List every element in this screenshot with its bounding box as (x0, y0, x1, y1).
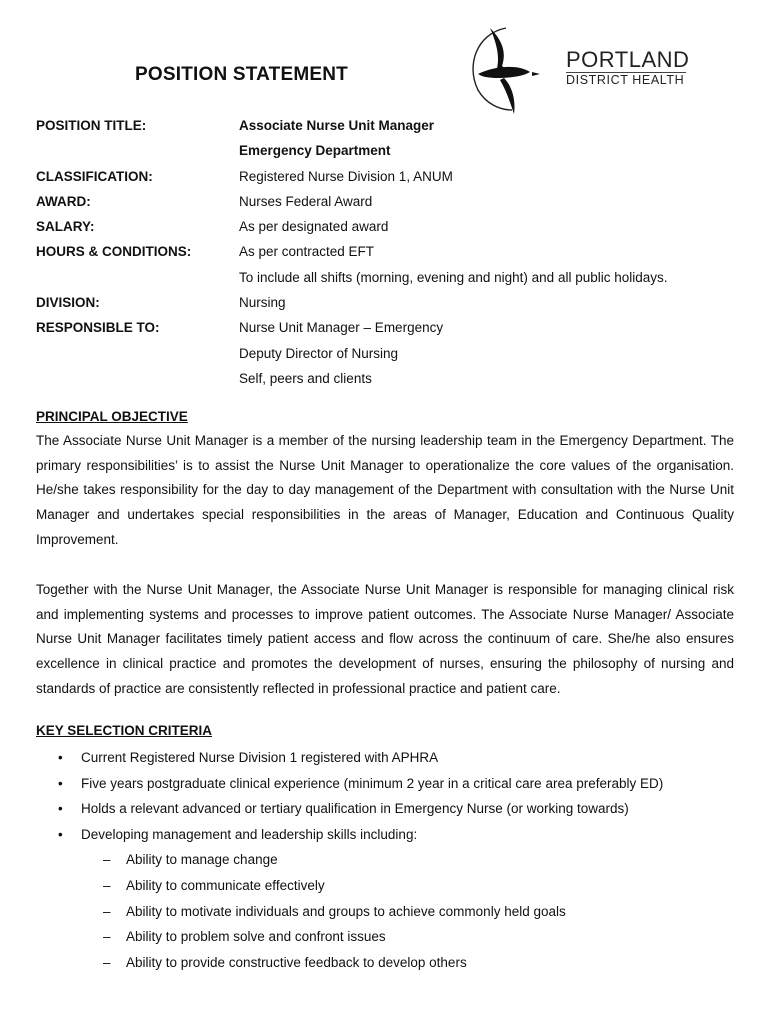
skill-text: Ability to provide constructive feedback to develop others (126, 954, 467, 970)
hours-value: As per contracted EFT (239, 244, 375, 260)
position-title-label: POSITION TITLE: (36, 118, 147, 133)
list-item (36, 771, 736, 797)
key-selection-criteria-heading: KEY SELECTION CRITERIA (36, 723, 213, 738)
principal-objective-paragraph-1: The Associate Nurse Unit Manager is a member of the nursing leadership team in the Emergency Department. The primary responsibilities’ is to assist the Nurse Unit Manager to operationalize the core values of the organisation. He/she takes responsibility for the day to day management of the Department with consultation with the Nurse Unit Manager and undertakes special responsibilities in the areas of Manager, Education and Continuous Quality Improvement. (36, 433, 734, 547)
sub-list-item (81, 950, 736, 976)
dash-icon: – (103, 877, 111, 893)
principal-objective-heading: PRINCIPAL OBJECTIVE (36, 409, 188, 424)
hours-conditions-value: To include all shifts (morning, evening and night) and all public holidays. (239, 269, 668, 285)
classification-value: Registered Nurse Division 1, ANUM (239, 168, 453, 184)
criteria-text: Developing management and leadership skills including: (81, 826, 418, 842)
skill-text: Ability to manage change (126, 852, 278, 868)
criteria-text: Holds a relevant advanced or tertiary qualification in Emergency Nurse (or working towards) (81, 801, 629, 817)
salary-value: As per designated award (239, 219, 389, 235)
sub-list-item (81, 873, 736, 899)
logo-name-line1: PORTLAND (566, 47, 690, 72)
principal-objective-paragraph-2: Together with the Nurse Unit Manager, the Associate Nurse Unit Manager is responsible for managing clinical risk and implementing systems and processes to improve patient outcomes. The Associate Nurse Manager/ Associate Nurse Unit Manager facilitates timely patient access and flow across the continuum of care. She/he also ensures excellence in clinical practice and promotes the development of nurses, ensuring the philosophy of nursing and standards of practice are consistently reflected in professional practice and patient care. (36, 582, 734, 696)
position-title-row (36, 113, 736, 164)
sub-list-item (81, 924, 736, 950)
list-item (36, 822, 736, 976)
responsible-label: RESPONSIBLE TO: (36, 320, 160, 336)
hours-row (36, 239, 736, 290)
salary-label: SALARY: (36, 219, 95, 235)
bullet-icon: • (58, 801, 63, 817)
position-title-value: Associate Nurse Unit Manager (239, 118, 435, 133)
position-info-table (36, 113, 736, 391)
criteria-text: Five years postgraduate clinical experience (minimum 2 year in a critical care area preferably ED) (81, 775, 664, 791)
division-label: DIVISION: (36, 295, 100, 311)
hours-label: HOURS & CONDITIONS: (36, 244, 192, 260)
document-title: POSITION STATEMENT (135, 64, 348, 85)
sub-list-item (81, 847, 736, 873)
bullet-icon: • (58, 826, 63, 842)
skill-text: Ability to problem solve and confront issues (126, 929, 386, 945)
classification-row (36, 164, 736, 189)
award-value: Nurses Federal Award (239, 193, 373, 209)
portland-district-health-logo (466, 20, 690, 116)
award-row (36, 189, 736, 214)
bullet-icon: • (58, 750, 63, 765)
responsible-value-3: Self, peers and clients (239, 370, 372, 386)
dash-icon: – (103, 929, 111, 945)
dash-icon: – (103, 852, 111, 868)
criteria-text: Current Registered Nurse Division 1 registered with APHRA (81, 750, 439, 765)
skill-text: Ability to communicate effectively (126, 877, 325, 893)
award-label: AWARD: (36, 193, 91, 209)
albatross-emblem-icon (466, 20, 566, 116)
list-item (36, 796, 736, 822)
sub-list-item (81, 899, 736, 925)
dash-icon: – (103, 903, 111, 919)
leadership-skills-sublist (81, 847, 736, 975)
dash-icon: – (103, 954, 111, 970)
logo-name-line2: DISTRICT HEALTH (566, 73, 685, 87)
bullet-icon: • (58, 775, 63, 791)
key-selection-criteria-list (36, 745, 736, 975)
responsible-value-2: Deputy Director of Nursing (239, 345, 399, 361)
responsible-row (36, 315, 736, 391)
position-department-value: Emergency Department (239, 143, 391, 159)
division-value: Nursing (239, 295, 286, 311)
list-item (36, 745, 736, 771)
classification-label: CLASSIFICATION: (36, 168, 153, 184)
division-row (36, 290, 736, 315)
salary-row (36, 214, 736, 239)
skill-text: Ability to motivate individuals and groups to achieve commonly held goals (126, 903, 566, 919)
responsible-value-1: Nurse Unit Manager – Emergency (239, 320, 444, 336)
